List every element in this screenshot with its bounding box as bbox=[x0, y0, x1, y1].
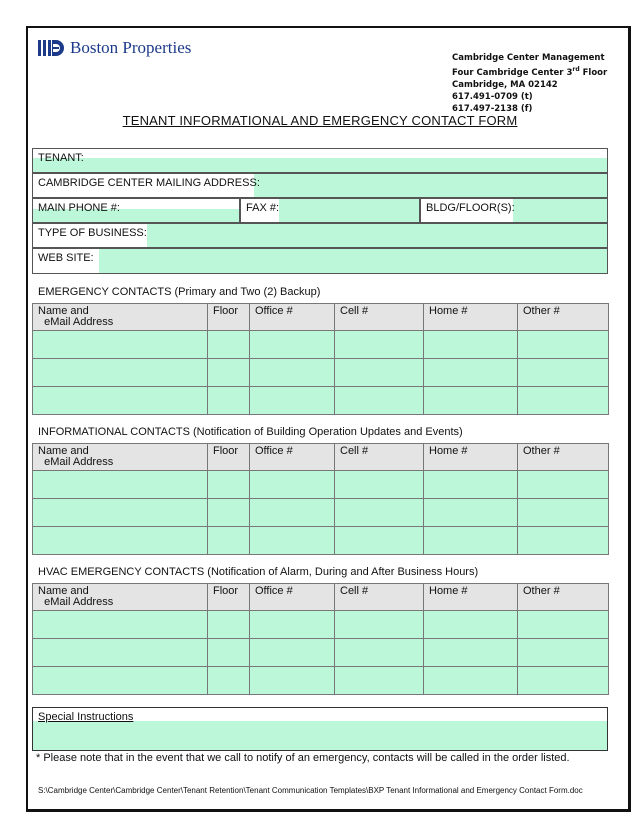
contact-input[interactable] bbox=[335, 611, 424, 639]
contact-input[interactable] bbox=[518, 639, 609, 667]
contact-input[interactable] bbox=[33, 639, 208, 667]
contact-input[interactable] bbox=[250, 471, 335, 499]
contact-input[interactable] bbox=[335, 667, 424, 695]
contact-input[interactable] bbox=[424, 611, 518, 639]
col-header: Floor bbox=[208, 304, 250, 331]
contact-input[interactable] bbox=[33, 387, 208, 415]
col-name-email bbox=[33, 584, 208, 611]
contact-row bbox=[33, 359, 609, 387]
col-header: Office # bbox=[250, 444, 335, 471]
contacts-table bbox=[32, 443, 609, 555]
website-input[interactable] bbox=[99, 249, 607, 273]
header-row bbox=[33, 304, 609, 331]
business-label: TYPE OF BUSINESS: bbox=[38, 227, 147, 239]
contact-input[interactable] bbox=[208, 471, 250, 499]
contact-row bbox=[33, 331, 609, 359]
contact-input[interactable] bbox=[33, 471, 208, 499]
contact-input[interactable] bbox=[518, 387, 609, 415]
col-label: Name and bbox=[38, 305, 89, 317]
col-label: eMail Address bbox=[44, 596, 114, 608]
management-address bbox=[452, 52, 607, 115]
contact-input[interactable] bbox=[208, 611, 250, 639]
business-type-input[interactable] bbox=[147, 224, 607, 247]
mailing-row bbox=[32, 173, 608, 198]
col-header: Floor bbox=[208, 444, 250, 471]
contact-input[interactable] bbox=[518, 499, 609, 527]
contact-input[interactable] bbox=[250, 331, 335, 359]
tenant-input[interactable] bbox=[33, 158, 607, 172]
contact-input[interactable] bbox=[424, 527, 518, 555]
col-header: Other # bbox=[518, 444, 609, 471]
contact-row bbox=[33, 667, 609, 695]
fax-line: 617.497-2138 (f) bbox=[452, 103, 533, 114]
contact-input[interactable] bbox=[424, 471, 518, 499]
mailing-address-input[interactable] bbox=[254, 174, 607, 197]
bldg-cell bbox=[420, 198, 608, 223]
fax-cell bbox=[240, 198, 420, 223]
contact-input[interactable] bbox=[518, 471, 609, 499]
contact-input[interactable] bbox=[208, 667, 250, 695]
contacts-table bbox=[32, 583, 609, 695]
address-line: Cambridge, MA 02142 bbox=[452, 79, 558, 90]
fax-label: FAX #: bbox=[246, 202, 280, 214]
contact-input[interactable] bbox=[33, 331, 208, 359]
phone-label: MAIN PHONE #: bbox=[38, 202, 120, 214]
contact-row bbox=[33, 387, 609, 415]
mailing-label: CAMBRIDGE CENTER MAILING ADDRESS: bbox=[38, 177, 260, 189]
contact-input[interactable] bbox=[208, 527, 250, 555]
address-line: Cambridge Center Management bbox=[452, 53, 605, 63]
contact-input[interactable] bbox=[250, 527, 335, 555]
fax-input[interactable] bbox=[279, 199, 419, 222]
contact-input[interactable] bbox=[33, 499, 208, 527]
phone-cell bbox=[32, 198, 240, 223]
contact-input[interactable] bbox=[250, 667, 335, 695]
col-header: Other # bbox=[518, 584, 609, 611]
contact-input[interactable] bbox=[33, 667, 208, 695]
contact-input[interactable] bbox=[335, 499, 424, 527]
col-name-email bbox=[33, 444, 208, 471]
contact-input[interactable] bbox=[208, 639, 250, 667]
col-header: Office # bbox=[250, 584, 335, 611]
contact-input[interactable] bbox=[208, 359, 250, 387]
contact-input[interactable] bbox=[335, 331, 424, 359]
form-title: TENANT INFORMATIONAL AND EMERGENCY CONTACT FORM bbox=[122, 113, 518, 128]
col-header: Home # bbox=[424, 444, 518, 471]
contact-input[interactable] bbox=[208, 387, 250, 415]
bldg-label: BLDG/FLOOR(S): bbox=[426, 202, 515, 214]
contact-input[interactable] bbox=[250, 499, 335, 527]
contact-input[interactable] bbox=[424, 499, 518, 527]
website-label: WEB SITE: bbox=[38, 252, 94, 264]
company-name: Boston Properties bbox=[70, 38, 192, 57]
contact-input[interactable] bbox=[518, 527, 609, 555]
contact-input[interactable] bbox=[518, 667, 609, 695]
website-row bbox=[32, 248, 608, 274]
bldg-floor-input[interactable] bbox=[513, 199, 607, 222]
contact-input[interactable] bbox=[335, 359, 424, 387]
contact-row bbox=[33, 611, 609, 639]
col-header: Floor bbox=[208, 584, 250, 611]
contact-input[interactable] bbox=[208, 499, 250, 527]
contact-input[interactable] bbox=[250, 639, 335, 667]
col-header: Home # bbox=[424, 304, 518, 331]
col-label: Name and bbox=[38, 445, 89, 457]
contact-input[interactable] bbox=[250, 359, 335, 387]
contact-row bbox=[33, 639, 609, 667]
file-path-footer: S:\Cambridge Center\Cambridge Center\Tenant Retention\Tenant Communication Templates\BXP Tenant Informational and Emergency Contact Form.doc bbox=[38, 786, 583, 795]
contacts-table bbox=[32, 303, 609, 415]
contact-input[interactable] bbox=[335, 471, 424, 499]
col-header: Home # bbox=[424, 584, 518, 611]
address-line: Four Cambridge Center 3rd Floor bbox=[452, 66, 608, 78]
header-row bbox=[33, 444, 609, 471]
contact-input[interactable] bbox=[518, 611, 609, 639]
special-instructions-label: Special Instructions bbox=[38, 711, 134, 723]
contact-input[interactable] bbox=[424, 359, 518, 387]
logo-icon bbox=[38, 39, 64, 57]
section-title: HVAC EMERGENCY CONTACTS (Notification of Alarm, During and After Business Hours) bbox=[38, 566, 479, 578]
phone-line: 617.491-0709 (t) bbox=[452, 91, 533, 102]
company-logo bbox=[38, 38, 191, 58]
tenant-row bbox=[32, 148, 608, 173]
contact-input[interactable] bbox=[424, 387, 518, 415]
business-row bbox=[32, 223, 608, 248]
section-title: INFORMATIONAL CONTACTS (Notification of Building Operation Updates and Events) bbox=[38, 426, 463, 438]
col-header: Other # bbox=[518, 304, 609, 331]
section-title: EMERGENCY CONTACTS (Primary and Two (2) Backup) bbox=[38, 286, 321, 298]
contact-input[interactable] bbox=[33, 611, 208, 639]
contact-input[interactable] bbox=[335, 387, 424, 415]
col-name-email bbox=[33, 304, 208, 331]
contact-input[interactable] bbox=[335, 639, 424, 667]
contact-input[interactable] bbox=[33, 527, 208, 555]
contact-input[interactable] bbox=[518, 331, 609, 359]
order-note: * Please note that in the event that we call to notify of an emergency, contacts will be called in the order listed. bbox=[36, 752, 570, 764]
contact-row bbox=[33, 527, 609, 555]
col-header: Cell # bbox=[335, 584, 424, 611]
contact-input[interactable] bbox=[250, 387, 335, 415]
contact-row bbox=[33, 471, 609, 499]
col-header: Cell # bbox=[335, 444, 424, 471]
header-row bbox=[33, 584, 609, 611]
contact-input[interactable] bbox=[424, 639, 518, 667]
contact-input[interactable] bbox=[424, 667, 518, 695]
tenant-label: TENANT: bbox=[38, 152, 84, 164]
col-header: Office # bbox=[250, 304, 335, 331]
col-header: Cell # bbox=[335, 304, 424, 331]
contact-input[interactable] bbox=[208, 331, 250, 359]
special-instructions-box bbox=[32, 707, 608, 751]
col-label: eMail Address bbox=[44, 456, 114, 468]
col-label: Name and bbox=[38, 585, 89, 597]
contact-row bbox=[33, 499, 609, 527]
contact-input[interactable] bbox=[33, 359, 208, 387]
special-instructions-input[interactable] bbox=[33, 721, 607, 750]
col-label: eMail Address bbox=[44, 316, 114, 328]
contact-input[interactable] bbox=[250, 611, 335, 639]
contact-input[interactable] bbox=[335, 527, 424, 555]
contact-input[interactable] bbox=[518, 359, 609, 387]
contact-input[interactable] bbox=[424, 331, 518, 359]
